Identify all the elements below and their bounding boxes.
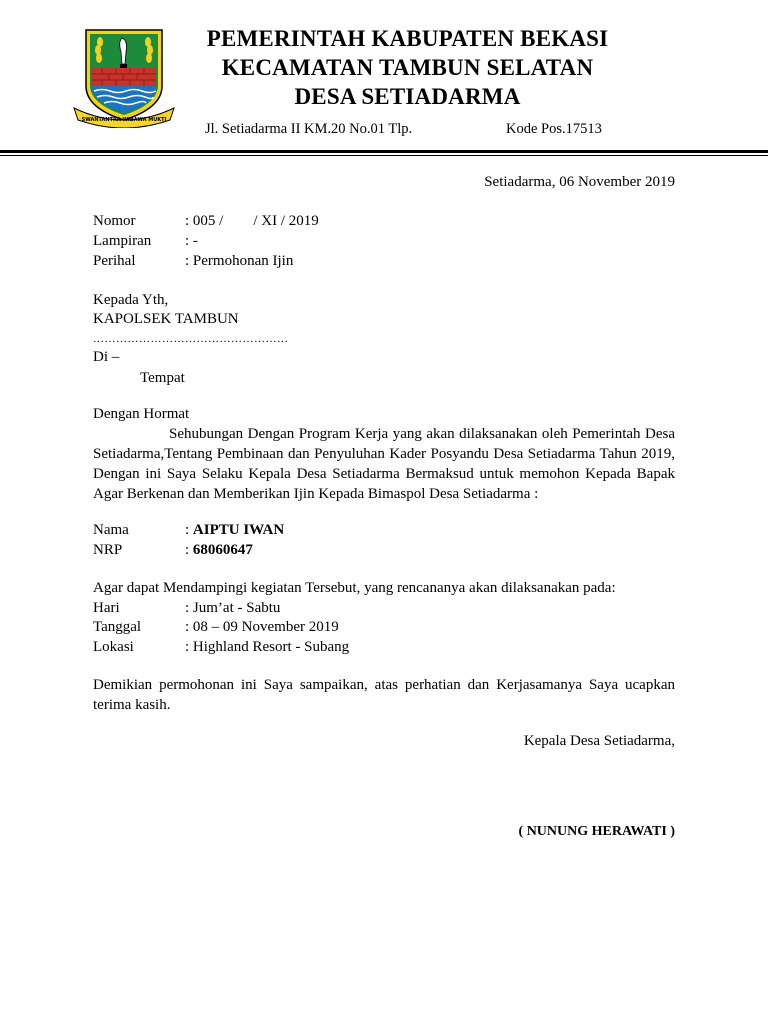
- nrp-colon: :: [185, 542, 193, 558]
- regency-logo: [72, 24, 176, 128]
- signature-name: ( NUNUNG HERAWATI ): [518, 824, 675, 839]
- header-rule-thin: [0, 155, 768, 156]
- perihal-value: : Permohonan Ijin: [185, 253, 294, 269]
- nrp-value: 68060647: [192, 542, 253, 558]
- header-line-1: PEMERINTAH KABUPATEN BEKASI: [206, 26, 609, 51]
- lokasi-value: : Highland Resort - Subang: [185, 639, 350, 655]
- hari-label: Hari: [93, 600, 120, 616]
- tempat-line: Tempat: [140, 370, 185, 386]
- recipient-name: KAPOLSEK TAMBUN: [93, 311, 239, 327]
- hari-value: : Jum’at - Sabtu: [185, 600, 281, 616]
- header-line-2: KECAMATAN TAMBUN SELATAN: [221, 55, 594, 80]
- tanggal-label: Tanggal: [93, 619, 142, 635]
- nama-colon: :: [185, 522, 193, 538]
- schedule-intro: Agar dapat Mendampingi kegiatan Tersebut, yang rencananya akan dilaksanakan pada:: [93, 580, 616, 596]
- di-line: Di –: [93, 349, 120, 365]
- nrp-label: NRP: [93, 542, 123, 558]
- recipient-salutation: Kepada Yth,: [93, 292, 169, 308]
- nama-value: AIPTU IWAN: [192, 522, 285, 538]
- lampiran-label: Lampiran: [93, 233, 152, 249]
- header-line-3: DESA SETIADARMA: [294, 84, 521, 109]
- closing-paragraph: Demikian permohonan ini Saya sampaikan, atas perhatian dan Kerjasamanya Saya ucapkan terima kasih.: [93, 677, 675, 713]
- nrp-row: [185, 540, 253, 560]
- signature-title: Kepala Desa Setiadarma,: [523, 733, 675, 749]
- lokasi-label: Lokasi: [93, 639, 134, 655]
- header-postal-code: Kode Pos.17513: [506, 121, 602, 137]
- nama-row: [185, 520, 284, 540]
- nomor-value: : 005 / / XI / 2019: [185, 213, 319, 229]
- header-address: Jl. Setiadarma II KM.20 No.01 Tlp.: [205, 121, 413, 137]
- greeting: Dengan Hormat: [93, 406, 190, 422]
- recipient-dots: ……………………………………………: [93, 333, 289, 345]
- place-date: Setiadarma, 06 November 2019: [484, 174, 675, 190]
- body-paragraph: Sehubungan Dengan Program Kerja yang akan dilaksanakan oleh Pemerintah Desa Setiadarma,Tentang Pembinaan dan Penyuluhan Kader Posyandu Desa Setiadarma Tahun 2019, Dengan ini Saya Selaku Kepala Desa Setiadarma Bermaksud untuk memohon Kepada Bapak Agar Berkenan dan Memberikan Ijin Kepada Bimaspol Desa Setiadarma :: [93, 426, 675, 502]
- tanggal-value: : 08 – 09 November 2019: [185, 619, 339, 635]
- header-rule-thick: [0, 150, 768, 153]
- perihal-label: Perihal: [93, 253, 136, 269]
- nama-label: Nama: [93, 522, 129, 538]
- logo-motto-text: SWANTANTRA WIBAWA MUKTI: [81, 117, 167, 123]
- nomor-label: Nomor: [93, 213, 136, 229]
- lampiran-value: : -: [185, 233, 198, 249]
